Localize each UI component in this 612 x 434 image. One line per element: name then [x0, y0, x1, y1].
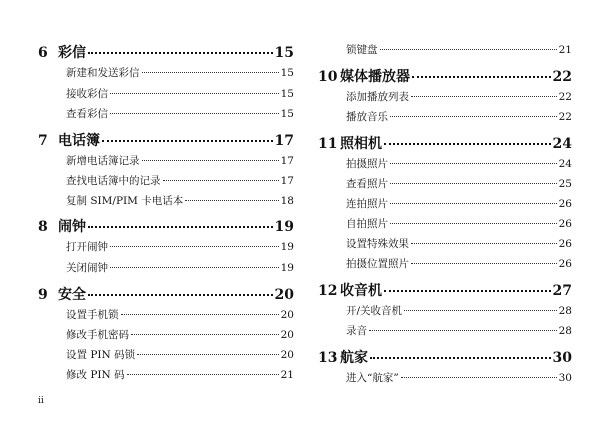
dot-leader [390, 182, 557, 184]
page-number: 19 [280, 262, 294, 274]
toc-entry [38, 327, 294, 342]
page-number: 30 [558, 372, 572, 384]
page-number: 17 [280, 155, 294, 167]
toc-entry [38, 367, 294, 382]
entry-title: 查找电话簿中的记录 [66, 175, 161, 187]
section-number: 10 [318, 69, 338, 85]
page-number: 20 [280, 309, 294, 321]
page-number: 20 [280, 329, 294, 341]
section-title: 电话簿 [58, 133, 100, 149]
dot-leader [390, 202, 557, 204]
toc-entry [38, 86, 294, 101]
entry-title: 新建和发送彩信 [66, 67, 140, 79]
dot-leader [380, 48, 557, 50]
page-number: 24 [552, 136, 572, 152]
toc-entry [38, 173, 294, 188]
section-number: 12 [318, 283, 338, 299]
page-number: 26 [558, 258, 572, 270]
entry-title: 关闭闹钟 [66, 262, 108, 274]
dot-leader [110, 112, 279, 114]
dot-leader [390, 162, 557, 164]
dot-leader [88, 225, 273, 228]
page-number: 19 [274, 219, 294, 235]
entry-title: 播放音乐 [346, 111, 388, 123]
dot-leader [369, 329, 557, 331]
section-title: 闹钟 [58, 219, 86, 235]
page-number: 15 [280, 67, 294, 79]
toc-entry [318, 42, 572, 57]
page-number: 26 [558, 238, 572, 250]
toc-section-heading [318, 66, 572, 86]
section-number: 8 [38, 219, 48, 235]
entry-title: 接收彩信 [66, 88, 108, 100]
toc-entry [318, 176, 572, 191]
entry-title: 开/关收音机 [346, 305, 403, 317]
toc-section-heading [38, 42, 294, 62]
toc-entry [318, 196, 572, 211]
entry-title: 进入“航家” [346, 372, 399, 384]
dot-leader [185, 199, 278, 201]
page-number: 26 [558, 218, 572, 230]
page-number: 20 [274, 287, 294, 303]
toc-entry [318, 89, 572, 104]
toc-entry [318, 370, 572, 385]
dot-leader [412, 75, 551, 78]
dot-leader [88, 51, 273, 54]
page-number: 21 [280, 369, 294, 381]
dot-leader [384, 289, 551, 292]
page-number: 28 [558, 305, 572, 317]
page-number: 21 [558, 44, 572, 56]
section-number: 9 [38, 287, 48, 303]
page-number: 24 [558, 158, 572, 170]
page-number: 22 [552, 69, 572, 85]
dot-leader [137, 353, 279, 355]
section-title: 照相机 [340, 136, 382, 152]
toc-entry [318, 216, 572, 231]
section-number: 13 [318, 350, 338, 366]
dot-leader [127, 373, 279, 375]
toc-entry [318, 256, 572, 271]
toc-entry [38, 260, 294, 275]
toc-entry [38, 65, 294, 80]
toc-section-heading [38, 284, 294, 304]
dot-leader [102, 139, 273, 142]
entry-title: 修改手机密码 [66, 329, 129, 341]
dot-leader [411, 242, 557, 244]
entry-title: 添加播放列表 [346, 91, 409, 103]
dot-leader [370, 356, 551, 359]
page-number: 17 [280, 175, 294, 187]
dot-leader [121, 313, 279, 315]
dot-leader [88, 293, 273, 296]
section-number: 11 [318, 136, 338, 152]
dot-leader [142, 159, 279, 161]
section-number: 6 [38, 45, 48, 61]
toc-entry [318, 109, 572, 124]
section-number: 7 [38, 133, 48, 149]
toc-entry [38, 239, 294, 254]
entry-title: 查看彩信 [66, 108, 108, 120]
section-title: 彩信 [58, 45, 86, 61]
entry-title: 设置特殊效果 [346, 238, 409, 250]
section-title: 媒体播放器 [340, 69, 410, 85]
page-number: 15 [280, 108, 294, 120]
toc-entry [38, 106, 294, 121]
page-number: 20 [280, 349, 294, 361]
section-title: 航家 [340, 350, 368, 366]
entry-title: 修改 PIN 码 [66, 369, 125, 381]
toc-entry [38, 193, 294, 208]
toc-entry [318, 323, 572, 338]
page-number: 22 [558, 91, 572, 103]
entry-title: 查看照片 [346, 178, 388, 190]
dot-leader [142, 71, 279, 73]
dot-leader [384, 142, 551, 145]
dot-leader [390, 115, 557, 117]
entry-title: 连拍照片 [346, 198, 388, 210]
page-number: 18 [280, 195, 294, 207]
toc-entry [318, 303, 572, 318]
toc-entry [318, 156, 572, 171]
toc-entry [318, 236, 572, 251]
entry-title: 新增电话簿记录 [66, 155, 140, 167]
dot-leader [131, 333, 279, 335]
toc-section-heading [38, 216, 294, 236]
entry-title: 打开闹钟 [66, 241, 108, 253]
toc-section-heading [318, 133, 572, 153]
dot-leader [110, 266, 279, 268]
dot-leader [110, 92, 279, 94]
page-number: 25 [558, 178, 572, 190]
dot-leader [411, 95, 557, 97]
toc-section-heading [318, 280, 572, 300]
page-number: 15 [274, 45, 294, 61]
toc-entry [38, 347, 294, 362]
page-number: 26 [558, 198, 572, 210]
dot-leader [163, 179, 279, 181]
page-number: 28 [558, 325, 572, 337]
page-number: 27 [552, 283, 572, 299]
entry-title: 设置 PIN 码锁 [66, 349, 136, 361]
toc-entry [38, 307, 294, 322]
toc-section-heading [38, 130, 294, 150]
page-number: 15 [280, 88, 294, 100]
toc-entry [38, 153, 294, 168]
entry-title: 锁键盘 [346, 44, 378, 56]
dot-leader [411, 262, 557, 264]
page-number: 17 [274, 133, 294, 149]
dot-leader [110, 245, 279, 247]
dot-leader [390, 222, 557, 224]
page-number: 19 [280, 241, 294, 253]
entry-title: 录音 [346, 325, 367, 337]
page-number: 30 [552, 350, 572, 366]
toc-section-heading [318, 347, 572, 367]
dot-leader [401, 376, 557, 378]
section-title: 收音机 [340, 283, 382, 299]
page-number: 22 [558, 111, 572, 123]
page-number: ii [38, 396, 44, 406]
entry-title: 拍摄位置照片 [346, 258, 409, 270]
entry-title: 设置手机锁 [66, 309, 119, 321]
entry-title: 拍摄照片 [346, 158, 388, 170]
dot-leader [404, 309, 557, 311]
entry-title: 自拍照片 [346, 218, 388, 230]
entry-title: 复制 SIM/PIM 卡电话本 [66, 195, 184, 207]
section-title: 安全 [58, 287, 86, 303]
